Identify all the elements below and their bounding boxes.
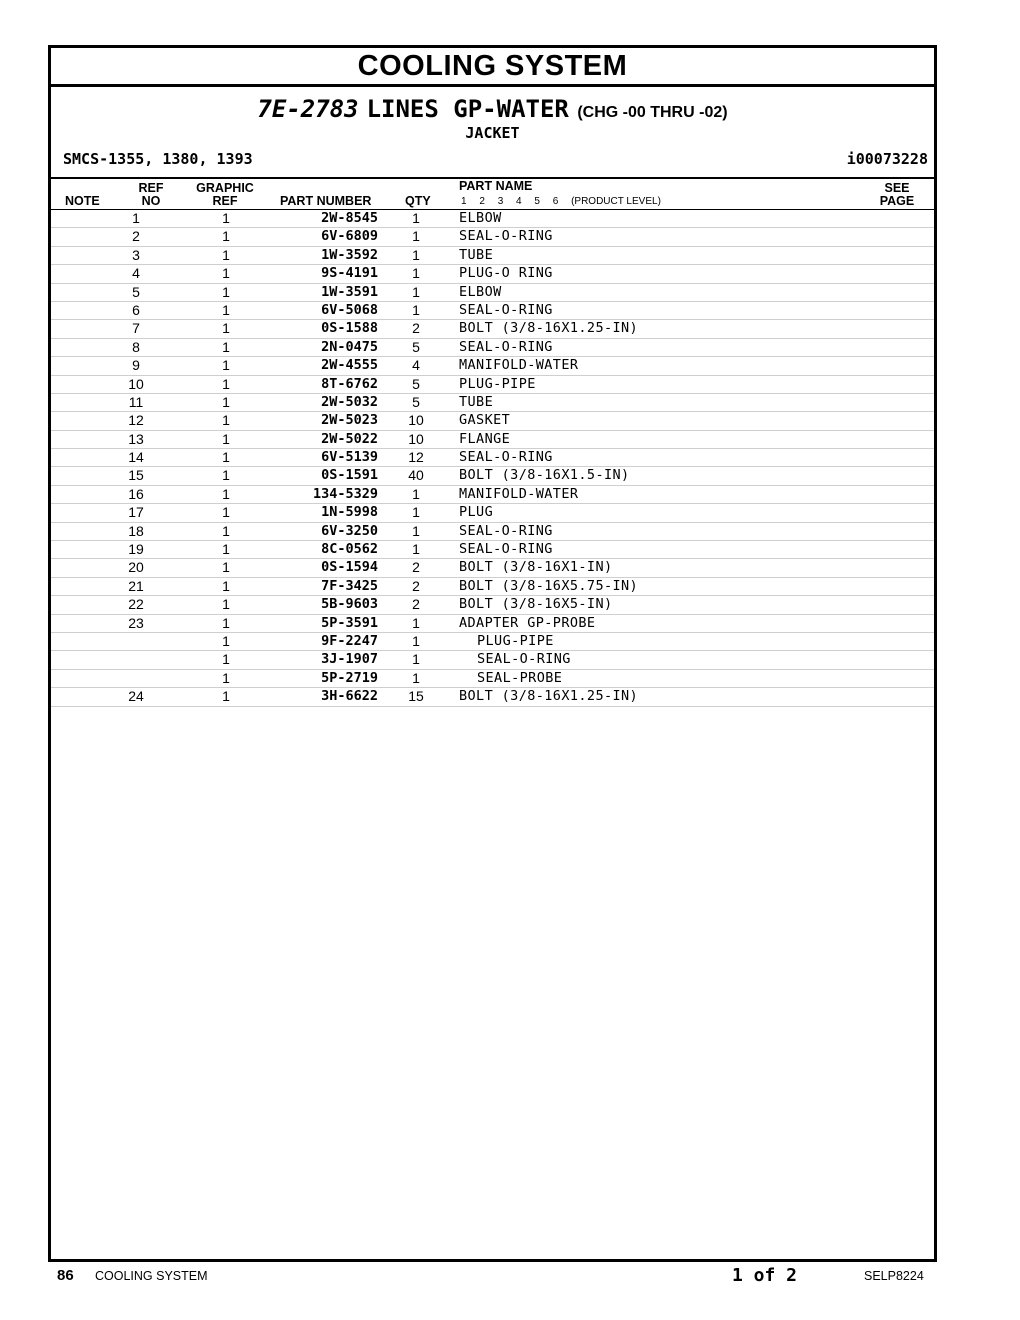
part-name-cell: PLUG-PIPE (459, 375, 536, 392)
table-row (51, 578, 934, 596)
ref-no-cell: 14 (128, 449, 144, 466)
part-number-cell: 3J-1907 (321, 651, 378, 668)
product-level-6: 6 (552, 196, 559, 207)
graphic-ref-cell: 1 (222, 485, 230, 502)
part-name-cell: SEAL-O-RING (459, 522, 553, 539)
graphic-ref-cell: 1 (222, 504, 230, 521)
part-name-cell: SEAL-O-RING (477, 651, 571, 668)
illustration-id: i00073228 (846, 150, 928, 168)
ref-no-cell: 2 (132, 228, 140, 245)
ref-no-cell: 15 (128, 467, 144, 484)
table-row (51, 247, 934, 265)
group-name-line2: JACKET (465, 124, 520, 142)
part-number-cell: 2W-5023 (321, 412, 378, 429)
part-name-cell: SEAL-PROBE (477, 669, 563, 686)
part-number-cell: 0S-1594 (321, 559, 378, 576)
part-name-cell: SEAL-O-RING (459, 228, 553, 245)
qty-cell: 1 (412, 210, 420, 226)
product-level-3: 3 (497, 196, 504, 207)
part-number-cell: 1W-3591 (321, 283, 378, 300)
graphic-ref-cell: 1 (222, 320, 230, 337)
part-name-cell: BOLT (3/8-16X1-IN) (459, 559, 613, 576)
part-number-cell: 0S-1588 (321, 320, 378, 337)
graphic-ref-cell: 1 (222, 651, 230, 668)
part-name-cell: PLUG (459, 504, 494, 521)
table-row (51, 210, 934, 228)
ref-no-cell: 12 (128, 412, 144, 429)
graphic-ref-cell: 1 (222, 430, 230, 447)
qty-cell: 10 (408, 430, 424, 447)
page-of-count: 1 of 2 (732, 1265, 798, 1286)
part-number-cell: 134-5329 (312, 485, 378, 502)
part-number-cell: 9S-4191 (321, 265, 378, 282)
graphic-ref-cell: 1 (222, 357, 230, 374)
table-row (51, 339, 934, 357)
graphic-ref-cell: 1 (222, 338, 230, 355)
ref-no-cell: 10 (128, 375, 144, 392)
qty-cell: 5 (412, 393, 420, 410)
col-graphic-ref-line2: REF (212, 194, 238, 208)
ref-no-cell: 4 (132, 265, 140, 282)
ref-no-cell: 7 (132, 320, 140, 337)
group-change-range: (CHG -00 THRU -02) (577, 104, 728, 121)
ref-no-cell: 9 (132, 357, 140, 374)
graphic-ref-cell: 1 (222, 210, 230, 226)
col-ref-no-line1: REF (138, 181, 164, 195)
table-row (51, 651, 934, 669)
part-number-cell: 2W-5022 (321, 430, 378, 447)
table-row (51, 265, 934, 283)
section-title-bar (51, 48, 934, 87)
part-number-cell: 6V-5139 (321, 449, 378, 466)
product-level-label: (PRODUCT LEVEL) (571, 196, 661, 207)
ref-no-cell: 13 (128, 430, 144, 447)
ref-no-cell: 3 (132, 246, 140, 263)
parts-table-body (51, 210, 934, 707)
part-number-cell: 8C-0562 (321, 541, 378, 558)
part-number-cell: 7F-3425 (321, 577, 378, 594)
product-level-4: 4 (516, 196, 522, 207)
qty-cell: 1 (412, 541, 420, 558)
graphic-ref-cell: 1 (222, 541, 230, 558)
qty-cell: 1 (412, 504, 420, 521)
graphic-ref-cell: 1 (222, 449, 230, 466)
part-name-cell: FLANGE (459, 430, 511, 447)
table-row (51, 467, 934, 485)
ref-no-cell: 11 (128, 393, 144, 410)
table-row (51, 431, 934, 449)
qty-cell: 1 (412, 669, 420, 686)
qty-cell: 1 (412, 614, 420, 631)
graphic-ref-cell: 1 (222, 522, 230, 539)
part-name-cell: SEAL-O-RING (459, 541, 553, 558)
part-name-cell: ELBOW (459, 283, 502, 300)
graphic-ref-cell: 1 (222, 467, 230, 484)
graphic-ref-cell: 1 (222, 375, 230, 392)
col-graphic-ref-line1: GRAPHIC (196, 181, 254, 195)
qty-cell: 1 (412, 265, 420, 282)
qty-cell: 5 (412, 375, 420, 392)
qty-cell: 5 (412, 338, 420, 355)
graphic-ref-cell: 1 (222, 614, 230, 631)
product-level-5: 5 (534, 196, 540, 207)
table-row (51, 302, 934, 320)
qty-cell: 2 (412, 577, 420, 594)
part-number-cell: 5P-2719 (321, 669, 378, 686)
publication-number: SELP8224 (864, 1269, 924, 1283)
product-levels (461, 196, 671, 207)
graphic-ref-cell: 1 (222, 393, 230, 410)
part-name-cell: PLUG-O RING (459, 265, 553, 282)
qty-cell: 10 (408, 412, 424, 429)
product-level-1: 1 (461, 196, 467, 207)
smcs-codes: SMCS-1355, 1380, 1393 (63, 150, 253, 168)
graphic-ref-cell: 1 (222, 669, 230, 686)
graphic-ref-cell: 1 (222, 412, 230, 429)
qty-cell: 2 (412, 559, 420, 576)
table-row (51, 670, 934, 688)
graphic-ref-cell: 1 (222, 632, 230, 649)
ref-no-cell: 23 (128, 614, 144, 631)
table-header (51, 179, 934, 210)
col-note: NOTE (65, 194, 100, 208)
part-name-cell: BOLT (3/8-16X1.25-IN) (459, 320, 639, 337)
table-row (51, 559, 934, 577)
qty-cell: 12 (408, 449, 424, 466)
part-name-cell: SEAL-O-RING (459, 338, 553, 355)
table-row (51, 394, 934, 412)
table-row (51, 320, 934, 338)
graphic-ref-cell: 1 (222, 596, 230, 613)
part-name-cell: ADAPTER GP-PROBE (459, 614, 596, 631)
part-name-cell: MANIFOLD-WATER (459, 357, 579, 374)
part-number-cell: 5P-3591 (321, 614, 378, 631)
ref-no-cell: 8 (132, 338, 140, 355)
table-row (51, 541, 934, 559)
graphic-ref-cell: 1 (222, 301, 230, 318)
table-row (51, 596, 934, 614)
part-number-cell: 5B-9603 (321, 596, 378, 613)
part-number-cell: 2W-8545 (321, 210, 378, 226)
ref-no-cell: 24 (128, 688, 144, 705)
qty-cell: 4 (412, 357, 420, 374)
qty-cell: 1 (412, 246, 420, 263)
part-number-cell: 2N-0475 (321, 338, 378, 355)
qty-cell: 1 (412, 651, 420, 668)
table-row (51, 504, 934, 522)
ref-no-cell: 19 (128, 541, 144, 558)
graphic-ref-cell: 1 (222, 559, 230, 576)
part-name-cell: GASKET (459, 412, 511, 429)
col-ref-no-line2: NO (141, 194, 161, 208)
ref-no-cell: 17 (128, 504, 144, 521)
graphic-ref-cell: 1 (222, 246, 230, 263)
table-row (51, 449, 934, 467)
col-part-name: PART NAME (459, 179, 533, 193)
graphic-ref-cell: 1 (222, 228, 230, 245)
graphic-ref-cell: 1 (222, 688, 230, 705)
table-row (51, 523, 934, 541)
part-name-cell: BOLT (3/8-16X5-IN) (459, 596, 613, 613)
part-number-cell: 2W-4555 (321, 357, 378, 374)
parts-page-frame (48, 45, 937, 1262)
ref-no-cell: 5 (132, 283, 140, 300)
ref-no-cell: 6 (132, 301, 140, 318)
qty-cell: 2 (412, 320, 420, 337)
ref-no-cell: 16 (128, 485, 144, 502)
table-row (51, 228, 934, 246)
table-row (51, 357, 934, 375)
part-name-cell: MANIFOLD-WATER (459, 485, 579, 502)
ref-no-cell: 21 (128, 577, 144, 594)
part-number-cell: 6V-5068 (321, 301, 378, 318)
qty-cell: 15 (408, 688, 424, 705)
table-row (51, 486, 934, 504)
table-row (51, 412, 934, 430)
col-see-page-line1: SEE (884, 181, 910, 195)
part-name-cell: TUBE (459, 393, 494, 410)
table-row (51, 688, 934, 706)
part-number-cell: 6V-6809 (321, 228, 378, 245)
qty-cell: 40 (408, 467, 424, 484)
part-name-cell: PLUG-PIPE (477, 632, 554, 649)
part-name-cell: BOLT (3/8-16X5.75-IN) (459, 577, 639, 594)
part-number-cell: 6V-3250 (321, 522, 378, 539)
part-name-cell: BOLT (3/8-16X1.25-IN) (459, 688, 639, 705)
qty-cell: 1 (412, 522, 420, 539)
table-row (51, 615, 934, 633)
part-name-cell: ELBOW (459, 210, 502, 226)
col-qty: QTY (405, 194, 431, 208)
col-see-page-line2: PAGE (879, 194, 915, 208)
ref-no-cell: 1 (132, 210, 140, 226)
qty-cell: 1 (412, 228, 420, 245)
page-number: 86 (57, 1267, 74, 1284)
group-title-line (51, 95, 934, 123)
graphic-ref-cell: 1 (222, 265, 230, 282)
part-name-cell: SEAL-O-RING (459, 449, 553, 466)
part-number-cell: 1W-3592 (321, 246, 378, 263)
qty-cell: 1 (412, 301, 420, 318)
col-part-number: PART NUMBER (280, 194, 372, 208)
part-name-cell: TUBE (459, 246, 494, 263)
ref-no-cell: 18 (128, 522, 144, 539)
group-header (51, 87, 934, 179)
part-number-cell: 0S-1591 (321, 467, 378, 484)
part-name-cell: SEAL-O-RING (459, 301, 553, 318)
page-footer (0, 1265, 1020, 1289)
group-name: LINES GP-WATER (366, 95, 569, 123)
part-name-cell: BOLT (3/8-16X1.5-IN) (459, 467, 630, 484)
table-row (51, 376, 934, 394)
part-number-cell: 9F-2247 (321, 632, 378, 649)
footer-section-title: COOLING SYSTEM (95, 1269, 208, 1283)
part-number-cell: 8T-6762 (321, 375, 378, 392)
part-number-cell: 3H-6622 (321, 688, 378, 705)
table-row (51, 284, 934, 302)
qty-cell: 2 (412, 596, 420, 613)
ref-no-cell: 22 (128, 596, 144, 613)
graphic-ref-cell: 1 (222, 577, 230, 594)
group-part-number: 7E-2783 (257, 95, 359, 123)
ref-no-cell: 20 (128, 559, 144, 576)
part-number-cell: 1N-5998 (321, 504, 378, 521)
qty-cell: 1 (412, 283, 420, 300)
section-title: COOLING SYSTEM (357, 50, 628, 82)
table-row (51, 633, 934, 651)
product-level-2: 2 (479, 196, 485, 207)
graphic-ref-cell: 1 (222, 283, 230, 300)
qty-cell: 1 (412, 485, 420, 502)
qty-cell: 1 (412, 632, 420, 649)
part-number-cell: 2W-5032 (321, 393, 378, 410)
